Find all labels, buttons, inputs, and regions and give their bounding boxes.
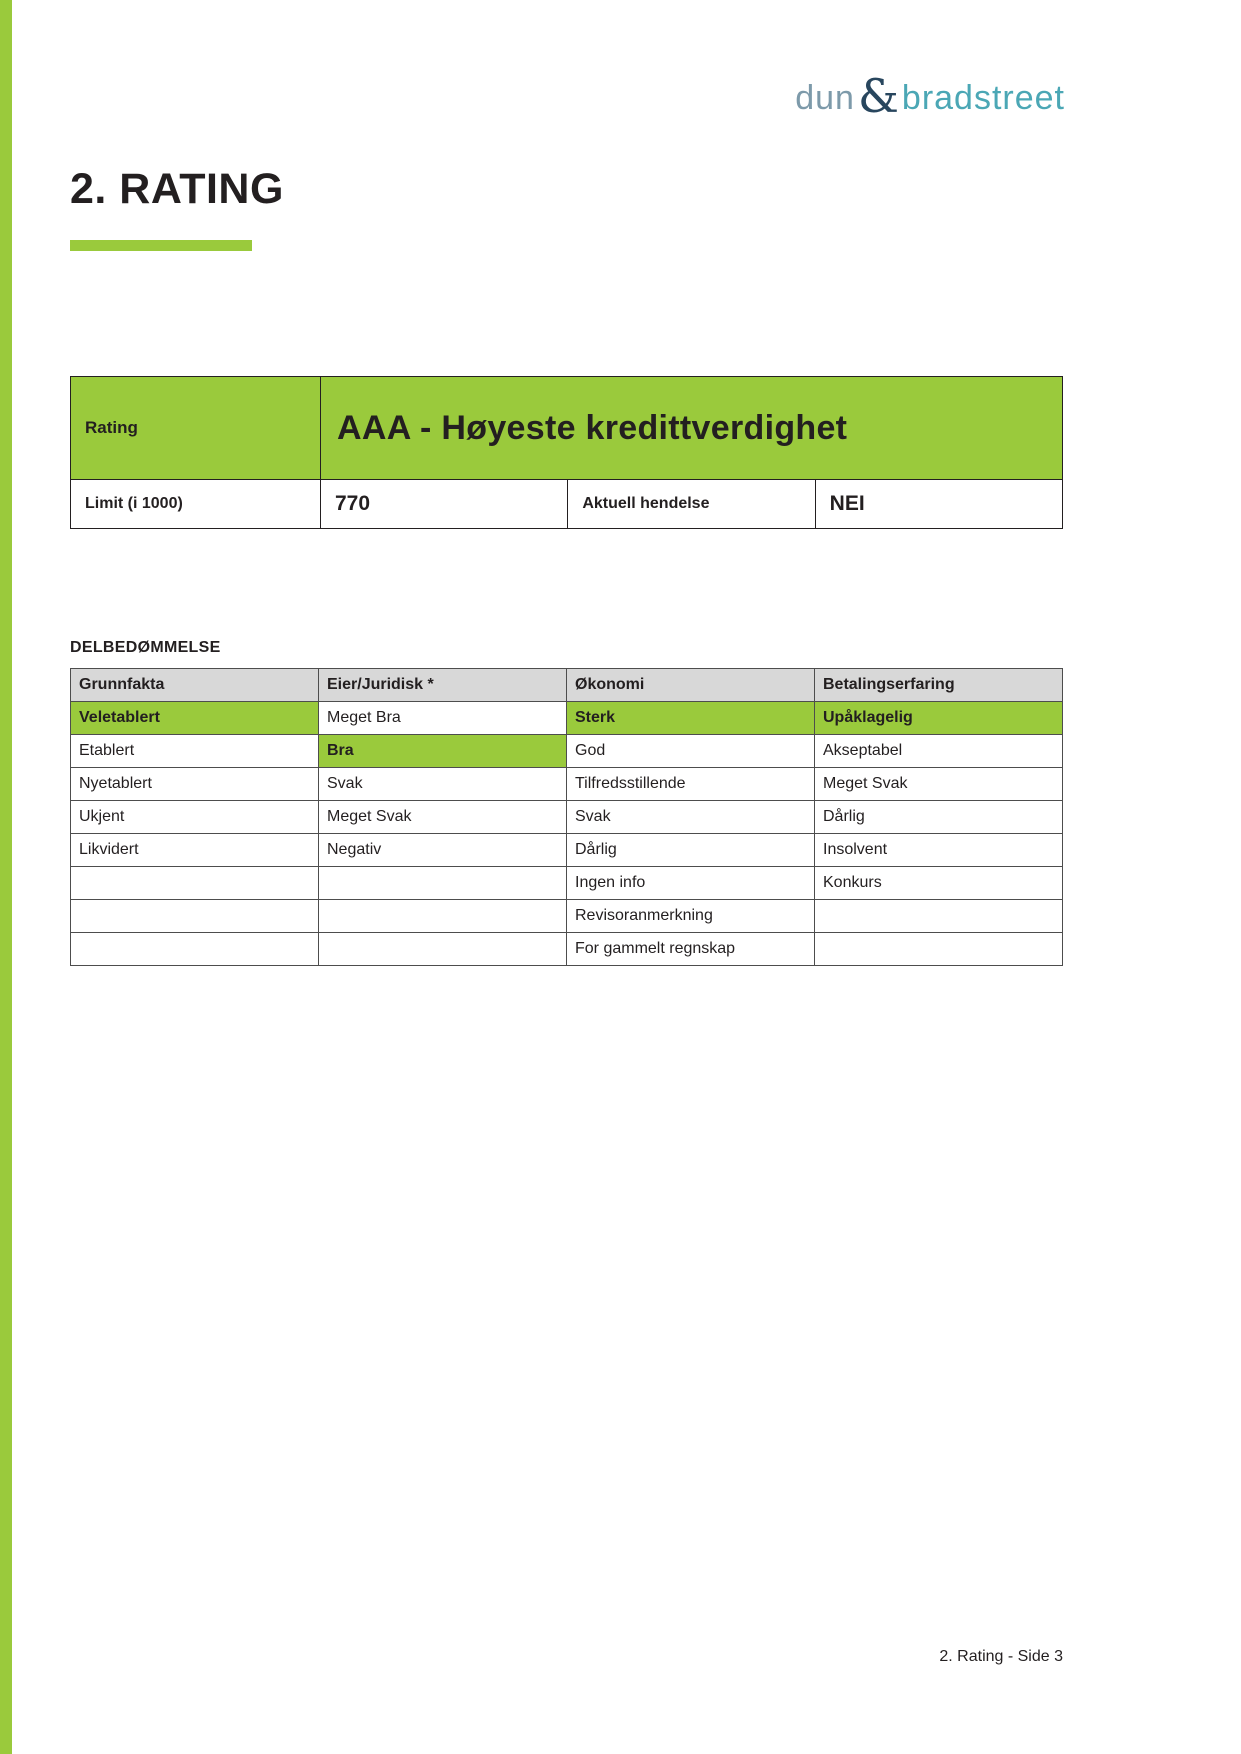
table-cell: Akseptabel [815,735,1063,768]
rating-row [71,377,1063,480]
dun-bradstreet-logo [795,69,1065,123]
column-header: Eier/Juridisk * [319,669,567,702]
rating-value: AAA - Høyeste kredittverdighet [321,377,1063,480]
delbedommelse-table [70,668,1063,966]
table-cell: Meget Bra [319,702,567,735]
column-header: Grunnfakta [71,669,319,702]
table-cell: Svak [319,768,567,801]
limit-value: 770 [321,480,568,529]
table-cell [71,933,319,966]
page-footer: 2. Rating - Side 3 [939,1648,1063,1665]
event-value: NEI [815,480,1062,529]
table-cell: Ingen info [567,867,815,900]
table-row [71,768,1063,801]
table-cell [319,867,567,900]
table-cell: Konkurs [815,867,1063,900]
rating-label: Rating [71,377,321,480]
table-row [71,867,1063,900]
table-cell: Likvidert [71,834,319,867]
page-content [0,0,1063,966]
page-title: 2. RATING [70,165,284,213]
column-header: Økonomi [567,669,815,702]
table-cell [815,900,1063,933]
table-cell-highlighted: Sterk [567,702,815,735]
table-cell: Etablert [71,735,319,768]
table-cell: Tilfredsstillende [567,768,815,801]
table-cell: God [567,735,815,768]
table-cell [71,900,319,933]
table-row [71,735,1063,768]
table-cell-highlighted: Veletablert [71,702,319,735]
table-header-row [71,669,1063,702]
table-cell: Insolvent [815,834,1063,867]
event-label: Aktuell hendelse [568,480,815,529]
table-cell: Meget Svak [319,801,567,834]
table-cell: Dårlig [815,801,1063,834]
table-cell: Dårlig [567,834,815,867]
table-cell [71,867,319,900]
table-cell: Ukjent [71,801,319,834]
logo-text-bradstreet: bradstreet [901,79,1065,117]
table-cell: Revisoranmerkning [567,900,815,933]
table-cell [815,933,1063,966]
table-cell: Svak [567,801,815,834]
table-row [71,834,1063,867]
logo-ampersand-icon: & [857,69,899,123]
table-row [71,702,1063,735]
table-cell [319,900,567,933]
rating-table [70,376,1063,529]
left-accent-bar [0,0,12,1754]
table-cell: Nyetablert [71,768,319,801]
table-cell: For gammelt regnskap [567,933,815,966]
table-row [71,801,1063,834]
column-header: Betalingserfaring [815,669,1063,702]
limit-label: Limit (i 1000) [71,480,321,529]
table-cell: Negativ [319,834,567,867]
table-cell-highlighted: Bra [319,735,567,768]
table-row [71,933,1063,966]
table-cell [319,933,567,966]
table-cell-highlighted: Upåklagelig [815,702,1063,735]
limit-row [71,480,1063,529]
table-row [71,900,1063,933]
title-underline [70,240,252,251]
logo-text-dun: dun [795,79,855,117]
table-cell: Meget Svak [815,768,1063,801]
delbedommelse-title: DELBEDØMMELSE [70,639,221,656]
